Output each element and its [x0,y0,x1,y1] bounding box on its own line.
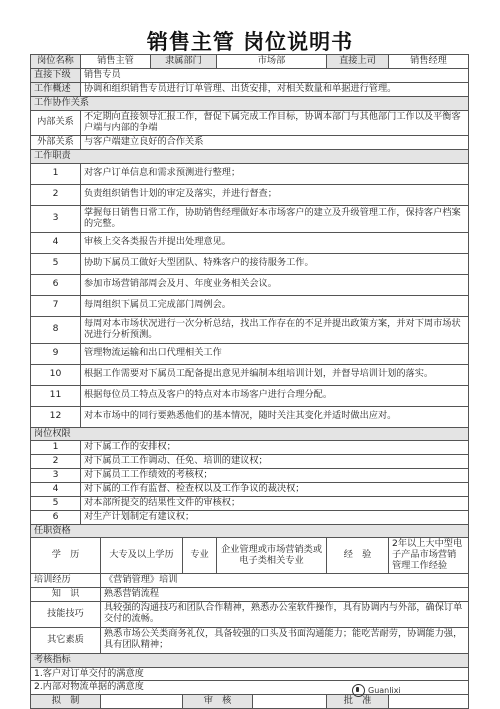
overview-value: 协调和组织销售专员进行订单管理、出货安排，对相关数量和单据进行管理。 [81,83,469,97]
authority-text: 对本部所提交的结果性文件的审核权； [81,496,469,510]
external-label: 外部关系 [31,135,81,149]
duty-text: 协助下属员工做好大型团队、特殊客户的接待服务工作。 [81,253,469,274]
overview-label: 工作概述 [31,83,81,97]
duty-row [31,343,469,364]
pos-name-value: 销售主管 [81,55,151,69]
authority-row [31,483,469,497]
duty-row [31,205,469,232]
review-label: 审 核 [183,695,253,709]
duty-text: 根据每位员工特点及客户的特点对本市场客户进行合理分配。 [81,385,469,406]
superior-value: 销售经理 [389,55,469,69]
duty-number: 10 [31,364,81,385]
major-value: 企业管理或市场营销类或电子类相关专业 [217,538,327,574]
authority-row [31,496,469,510]
logo-text: Guanlixi [368,686,401,695]
duty-row [31,163,469,184]
section-relations [31,97,469,111]
section-title: 任职资格 [31,524,469,538]
duty-row [31,253,469,274]
job-description-table [30,54,469,709]
duty-text: 对客户订单信息和需求预测进行整理； [81,163,469,184]
watermark-logo [352,684,401,697]
duty-text: 参加市场营销部周会及月、年度业务相关会议。 [81,274,469,295]
duty-text: 管理物流运输和出口代理相关工作 [81,343,469,364]
section-authority [31,427,469,441]
authority-row [31,441,469,455]
authority-number: 5 [31,496,81,510]
duty-number: 5 [31,253,81,274]
duty-text: 每周对本市场状况进行一次分析总结，找出工作存在的不足并提出政策方案，并对下周市场状况进行分析预测。 [81,316,469,343]
training-value: 《营销管理》培训 [101,574,469,588]
document-title: 销售主管 岗位说明书 [146,30,354,54]
training-row [31,574,469,588]
exp-value: 2年以上大中型电子产品市场营销管理工作经验 [389,538,469,574]
authority-text: 对下属工作的安排权； [81,441,469,455]
authority-text: 对生产计划制定有建议权； [81,510,469,524]
section-title: 考核指标 [31,653,469,667]
duty-row [31,385,469,406]
kpi-row [31,681,469,695]
education-row [31,538,469,574]
logo-icon [352,684,365,697]
approve-label: 批 准 [327,695,389,709]
authority-row [31,469,469,483]
duty-text: 每周组织下属员工完成部门周例会。 [81,295,469,316]
duty-number: 11 [31,385,81,406]
internal-label: 内部关系 [31,110,81,135]
authority-row [31,455,469,469]
section-duties [31,149,469,163]
authority-number: 4 [31,483,81,497]
duty-number: 6 [31,274,81,295]
duty-text: 负责组织销售计划的审定及落实，并进行督查； [81,184,469,205]
subordinate-label: 直接下级 [31,69,81,83]
authority-row [31,510,469,524]
external-value: 与客户端建立良好的合作关系 [81,135,469,149]
duty-number: 1 [31,163,81,184]
duty-number: 4 [31,232,81,253]
subordinate-row [31,69,469,83]
pos-name-label: 岗位名称 [31,55,81,69]
edu-label: 学 历 [31,538,101,574]
duty-row [31,274,469,295]
quality-row [31,627,469,653]
section-kpi [31,653,469,667]
duty-row [31,406,469,427]
duty-number: 8 [31,316,81,343]
dept-value: 市场部 [217,55,327,69]
internal-value: 不定期向直接领导汇报工作，督促下属完成工作目标，协调本部门与其他部门工作以及平衡客户端与内部的争端 [81,110,469,135]
draft-label: 拟 制 [31,695,101,709]
header-row [31,55,469,69]
external-relation-row [31,135,469,149]
quality-value: 熟悉市场公关类商务礼仪，具备较强的口头及书面沟通能力；能吃苦耐劳，协调能力强，具有团队精神； [101,627,469,653]
exp-label: 经 验 [327,538,389,574]
authority-text: 对下属员工工作绩效的考核权； [81,469,469,483]
duty-row [31,364,469,385]
subordinate-value: 销售专员 [81,69,469,83]
authority-number: 6 [31,510,81,524]
authority-text: 对下属的工作有监督、检查权以及工作争议的裁决权； [81,483,469,497]
kpi-item: 1.客户对订单交付的满意度 [31,667,469,681]
section-qualification [31,524,469,538]
knowledge-label: 知 识 [31,587,101,601]
duty-text: 掌握每日销售日常工作，协助销售经理做好本市场客户的建立及升级管理工作，保持客户档案的完整。 [81,205,469,232]
duty-number: 2 [31,184,81,205]
duty-number: 12 [31,406,81,427]
skills-row [31,601,469,627]
overview-row [31,83,469,97]
section-title: 岗位权限 [31,427,469,441]
authority-number: 1 [31,441,81,455]
authority-number: 2 [31,455,81,469]
duty-row [31,184,469,205]
authority-number: 3 [31,469,81,483]
edu-value: 大专及以上学历 [101,538,183,574]
skills-value: 具较强的沟通技巧和团队合作精神，熟悉办公室软件操作，具有协调内与外部，确保订单交付的流畅。 [101,601,469,627]
superior-label: 直接上司 [327,55,389,69]
section-title: 工作职责 [31,149,469,163]
duty-number: 3 [31,205,81,232]
duty-text: 根据工作需要对下属员工配备提出意见并编制本组培训计划，并督导培训计划的落实。 [81,364,469,385]
internal-relation-row [31,110,469,135]
duty-text: 审核上交各类报告并提出处理意见。 [81,232,469,253]
training-label: 培训经历 [31,574,101,588]
dept-label: 隶属部门 [151,55,217,69]
duty-row [31,232,469,253]
knowledge-row [31,587,469,601]
duty-row [31,295,469,316]
skills-label: 技能技巧 [31,601,101,627]
duty-number: 9 [31,343,81,364]
duty-text: 对本市场中的同行要熟悉他们的基本情况，随时关注其变化并适时做出应对。 [81,406,469,427]
knowledge-value: 熟悉营销流程 [101,587,469,601]
authority-text: 对下属员工工作调动、任免、培训的建议权； [81,455,469,469]
section-title: 工作协作关系 [31,97,469,111]
duty-row [31,316,469,343]
major-label: 专业 [183,538,217,574]
kpi-item: 2.内部对物流单据的满意度 [31,681,469,695]
quality-label: 其它素质 [31,627,101,653]
duty-number: 7 [31,295,81,316]
kpi-row [31,667,469,681]
